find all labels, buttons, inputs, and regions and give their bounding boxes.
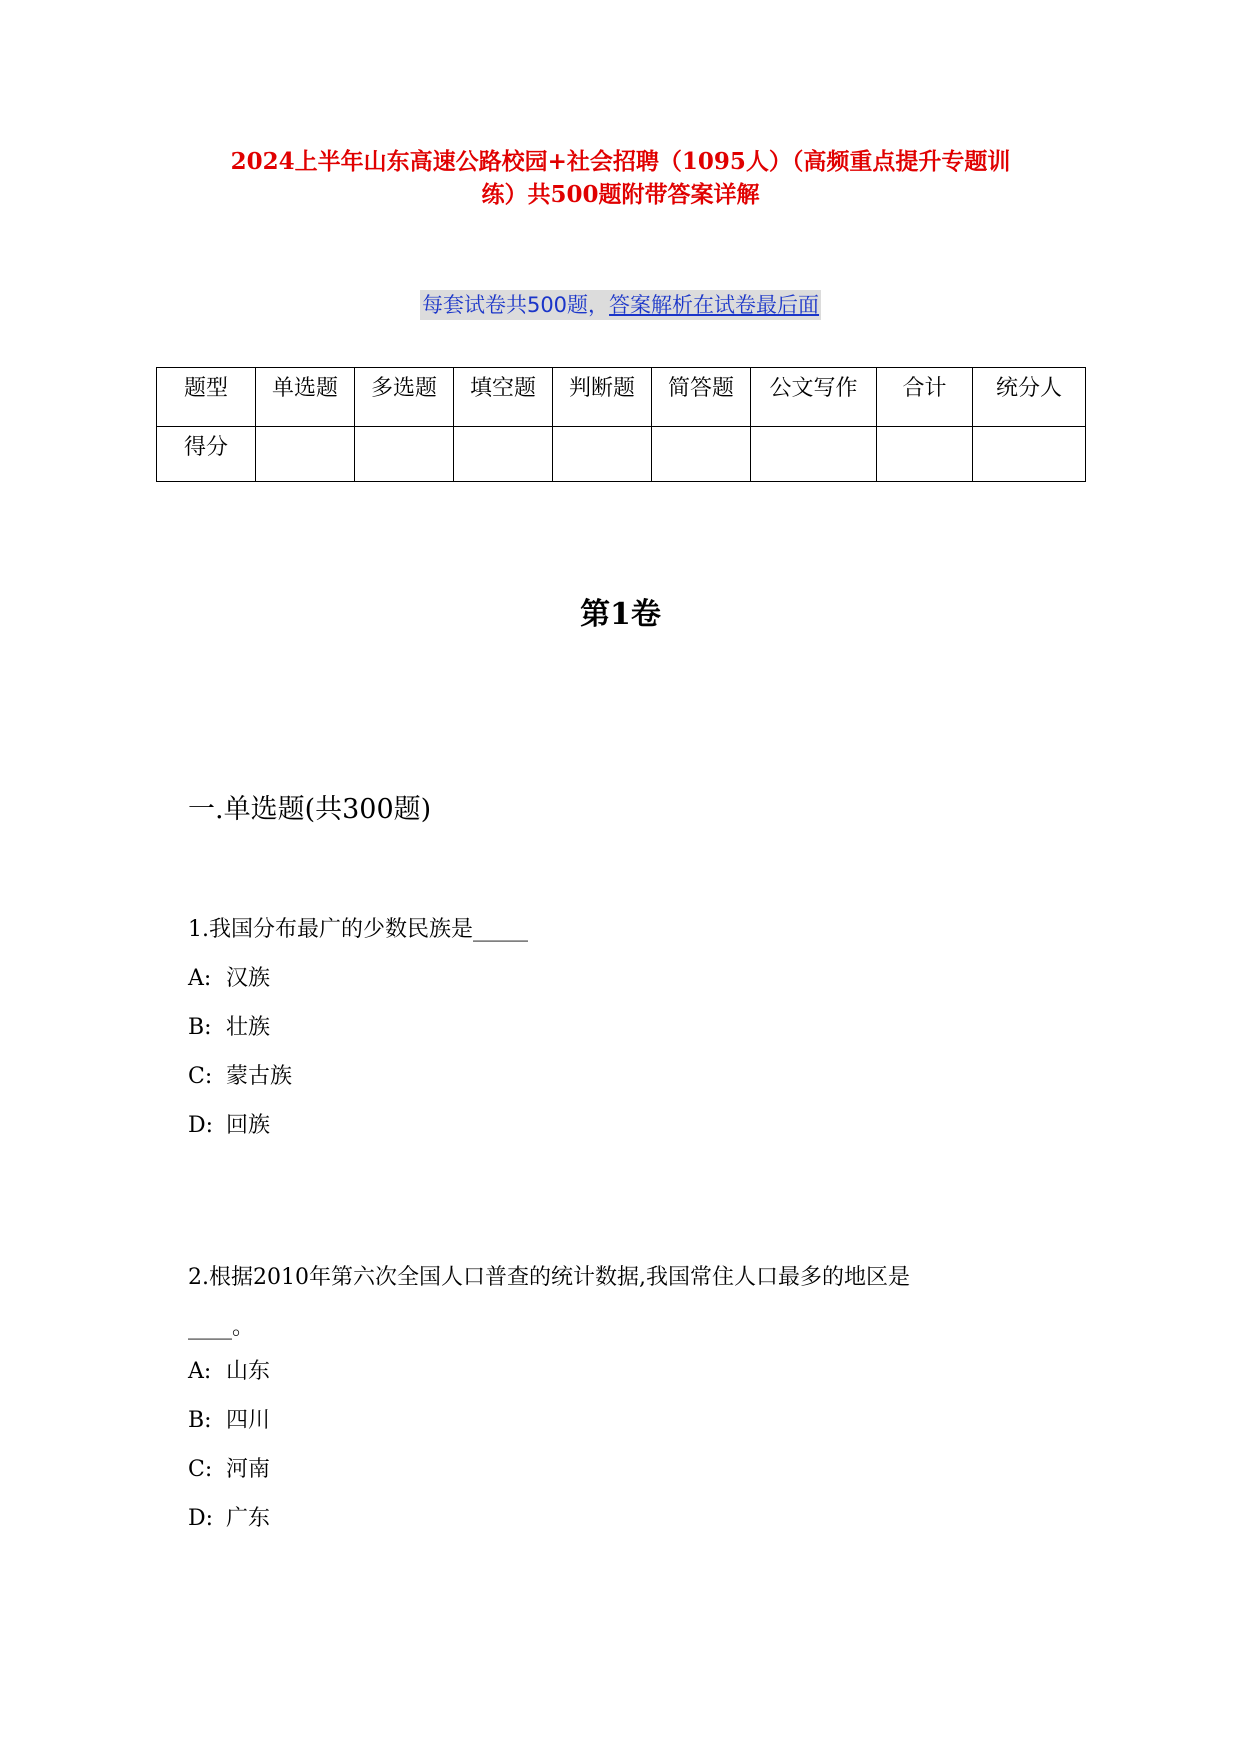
score-table-header-cell: 简答题: [652, 368, 751, 427]
score-cell[interactable]: [454, 427, 553, 482]
question-2-option-d: [188, 1504, 270, 1534]
score-cell[interactable]: [256, 427, 355, 482]
score-cell[interactable]: [553, 427, 652, 482]
question-2-option-b: [188, 1406, 270, 1436]
score-table-header-cell: 题型: [157, 368, 256, 427]
subtitle: [420, 290, 821, 320]
score-table-score-row: [157, 427, 1086, 482]
option-text: 广东: [226, 1506, 271, 1531]
score-table-header-cell: 合计: [877, 368, 973, 427]
section-title: 一.单选题(共300题): [188, 794, 432, 825]
subtitle-link[interactable]: 答案解析在试卷最后面: [609, 293, 820, 317]
subtitle-row: [0, 290, 1241, 320]
option-letter: A:: [188, 966, 212, 991]
option-letter: B:: [188, 1015, 212, 1040]
question-2-option-c: [188, 1455, 270, 1485]
question-2-option-a: [188, 1357, 270, 1387]
document-title-line-1: 2024上半年山东高速公路校园+社会招聘（1095人）（高频重点提升专题训: [230, 148, 1011, 175]
question-1-option-d: [188, 1111, 270, 1141]
score-table: [156, 367, 1086, 482]
option-text: 汉族: [226, 966, 271, 991]
option-letter: B:: [188, 1408, 212, 1433]
score-row-label: 得分: [157, 427, 256, 482]
option-text: 蒙古族: [226, 1064, 293, 1089]
subtitle-part-1: 每套试卷共500题，: [421, 293, 610, 317]
option-text: 壮族: [226, 1015, 271, 1040]
score-cell[interactable]: [355, 427, 454, 482]
score-table-header-cell: 公文写作: [751, 368, 877, 427]
score-table-header-cell: 判断题: [553, 368, 652, 427]
score-table-header-cell: 统分人: [973, 368, 1086, 427]
question-2-text-line-1: 2.根据2010年第六次全国人口普查的统计数据,我国常住人口最多的地区是: [188, 1265, 910, 1290]
option-text: 回族: [226, 1113, 271, 1138]
score-table-header-row: [157, 368, 1086, 427]
option-letter: A:: [188, 1359, 212, 1384]
volume-title: 第1卷: [580, 597, 661, 632]
score-table-header-cell: 多选题: [355, 368, 454, 427]
document-title: [150, 145, 1091, 211]
question-1-option-c: [188, 1062, 292, 1092]
score-cell[interactable]: [751, 427, 877, 482]
option-letter: C:: [188, 1457, 213, 1482]
question-1-text: 1.我国分布最广的少数民族是_____: [188, 917, 528, 942]
score-table-header-cell: 填空题: [454, 368, 553, 427]
score-table-header-cell: 单选题: [256, 368, 355, 427]
option-text: 四川: [226, 1408, 271, 1433]
option-text: 山东: [226, 1359, 271, 1384]
score-cell[interactable]: [652, 427, 751, 482]
score-cell[interactable]: [877, 427, 973, 482]
option-letter: C:: [188, 1064, 213, 1089]
question-1-option-a: [188, 964, 270, 994]
option-text: 河南: [226, 1457, 271, 1482]
document-title-line-2: 练）共500题附带答案详解: [481, 181, 760, 208]
option-letter: D:: [188, 1113, 214, 1138]
question-2-text-line-2: ____。: [188, 1315, 255, 1340]
option-letter: D:: [188, 1506, 214, 1531]
score-cell[interactable]: [973, 427, 1086, 482]
question-1-option-b: [188, 1013, 270, 1043]
